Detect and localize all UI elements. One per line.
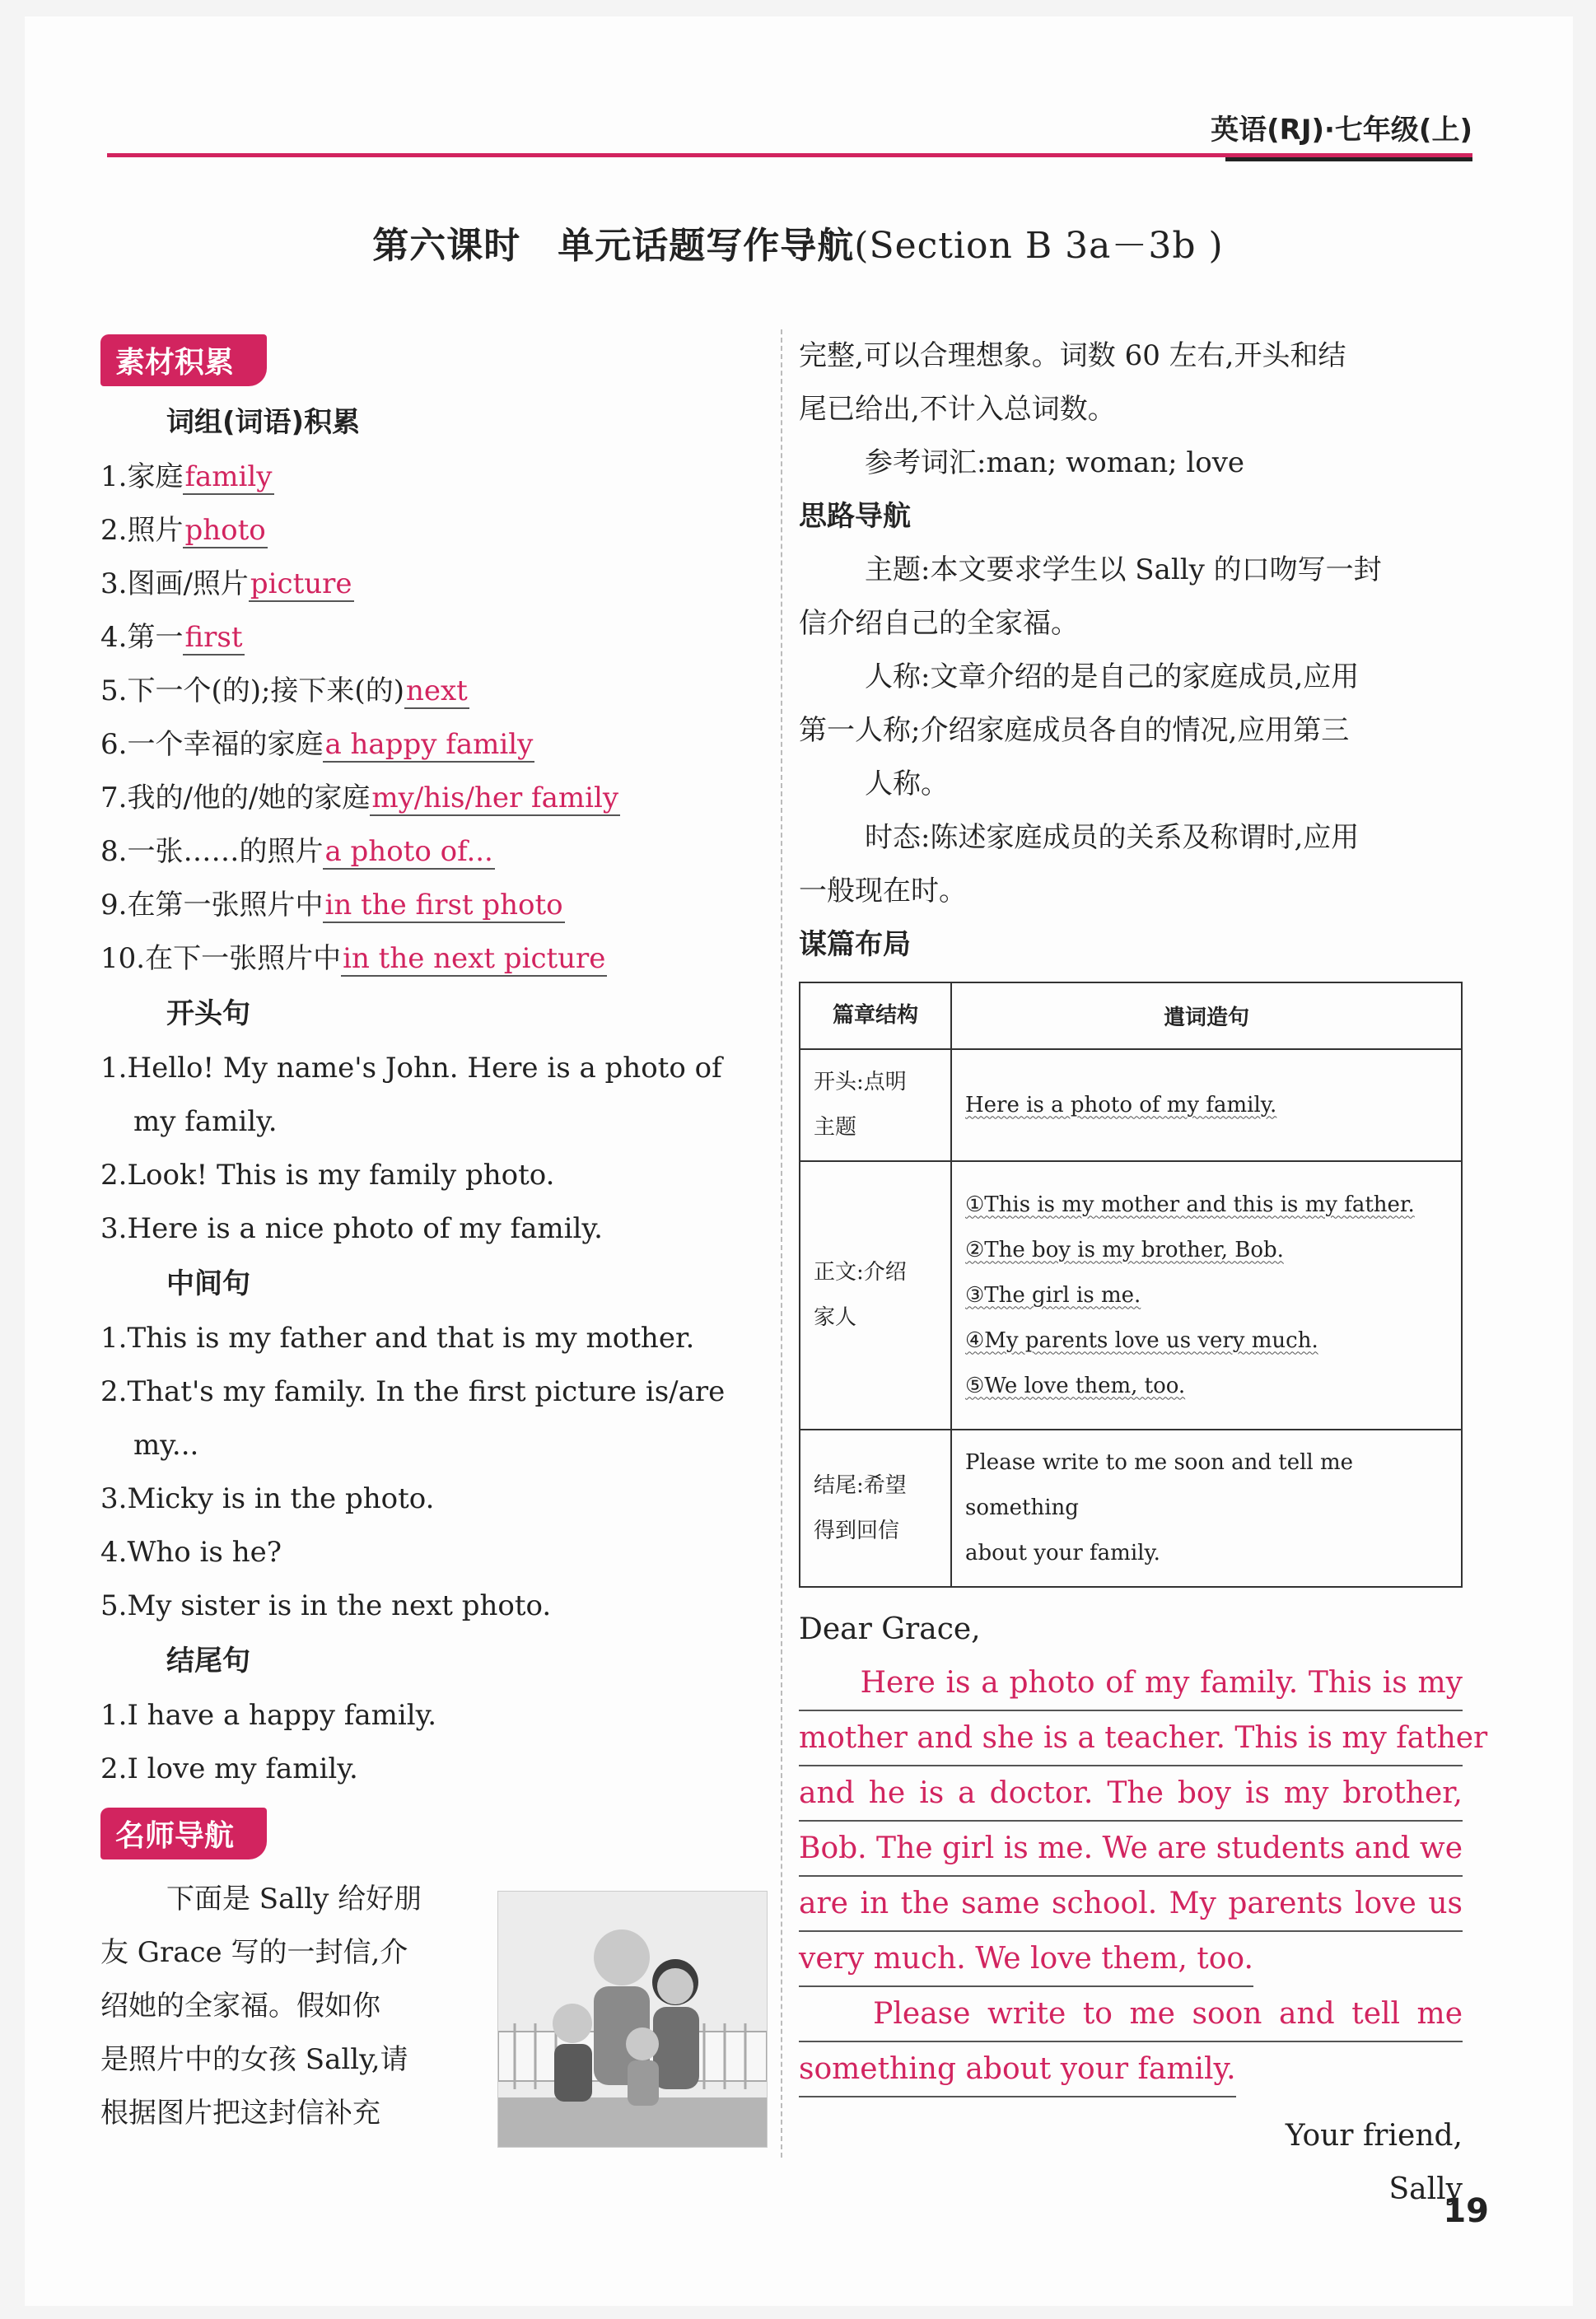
header-subject: 英语(RJ)·七年级(上) — [1211, 114, 1472, 147]
phrases-heading: 词组(词语)积累 — [166, 406, 361, 439]
middle-sentence: 3.Micky is in the photo. — [100, 1482, 435, 1515]
phrase-cn: 1.家庭 — [100, 460, 184, 493]
table-row — [800, 1430, 1462, 1587]
layout-heading: 谋篇布局 — [799, 928, 911, 961]
table-sentence: ③The girl is me. — [965, 1282, 1141, 1308]
letter-greeting: Dear Grace, — [799, 1612, 981, 1646]
phrase-cn: 10.在下一张照片中 — [100, 942, 342, 975]
opening-sentence: my family. — [133, 1105, 278, 1138]
phrase-cn: 5.下一个(的);接下来(的) — [100, 674, 404, 707]
opening-sentence: 3.Here is a nice photo of my family. — [100, 1212, 603, 1245]
phrase-cn: 2.照片 — [100, 514, 184, 547]
guide-heading: 思路导航 — [799, 500, 911, 533]
phrase-answer: in the first photo — [324, 889, 563, 922]
phrase-cn: 4.第一 — [100, 621, 184, 654]
opening-heading: 开头句 — [166, 997, 250, 1030]
table-cell-sentences — [951, 1430, 1462, 1587]
left-column — [100, 329, 768, 2140]
table-cell-part — [800, 1430, 951, 1587]
table-row — [800, 1161, 1462, 1430]
letter-signature: Sally — [1388, 2172, 1463, 2206]
part-label: 家人 — [814, 1305, 857, 1330]
phrase-item — [100, 879, 768, 932]
phrase-item — [100, 825, 768, 879]
phrase-item — [100, 450, 768, 504]
task-line: 下面是 Sally 给好朋 — [166, 1883, 422, 1915]
phrase-cn: 9.在第一张照片中 — [100, 889, 324, 922]
phrase-item — [100, 611, 768, 665]
middle-sentence: 1.This is my father and that is my mother. — [100, 1322, 695, 1355]
phrase-answer: a photo of... — [324, 835, 493, 868]
family-photo-illustration — [497, 1891, 768, 2148]
letter-line: are in the same school. My parents love us — [799, 1877, 1463, 1932]
phrase-answer: in the next picture — [343, 942, 606, 975]
table-sentence: ⑤We love them, too. — [965, 1373, 1186, 1398]
task-line: 尾已给出,不计入总词数。 — [799, 393, 1116, 426]
phrase-item — [100, 932, 768, 986]
letter-line: something about your family. — [799, 2042, 1236, 2097]
table-sentence: ②The boy is my brother, Bob. — [965, 1237, 1284, 1262]
part-label: 开头:点明 — [814, 1070, 907, 1094]
part-label: 结尾:希望 — [814, 1472, 907, 1498]
middle-sentence: 2.That's my family. In the first picture is/are — [100, 1375, 726, 1408]
table-head-sentences: 遣词造句 — [951, 982, 1462, 1049]
task-line: 是照片中的女孩 Sally,请 — [100, 2043, 408, 2076]
table-cell-part — [800, 1161, 951, 1430]
phrase-answer: family — [184, 460, 273, 493]
guide-line: 信介绍自己的全家福。 — [799, 607, 1079, 640]
structure-table — [799, 982, 1463, 1588]
teacher-guide-banner: 名师导航 — [100, 1808, 267, 1859]
table-sentence: about your family. — [965, 1541, 1160, 1565]
task-line: 根据图片把这封信补充 — [100, 2097, 380, 2130]
phrase-answer: first — [184, 621, 243, 654]
phrase-item — [100, 558, 768, 611]
part-label: 得到回信 — [814, 1518, 900, 1543]
phrase-item — [100, 718, 768, 772]
part-label: 主题 — [814, 1115, 857, 1140]
material-banner: 素材积累 — [100, 334, 267, 386]
phrase-item — [100, 504, 768, 558]
table-row — [800, 1049, 1462, 1161]
table-body — [800, 1049, 1462, 1587]
table-sentence: Here is a photo of my family. — [965, 1092, 1277, 1118]
page-number: 19 — [1443, 2192, 1489, 2230]
task-line: 完整,可以合理想象。词数 60 左右,开头和结 — [799, 339, 1346, 372]
middle-list — [100, 1312, 768, 1633]
middle-sentence: my... — [133, 1429, 199, 1462]
guide-line: 第一人称;介绍家庭成员各自的情况,应用第三 — [799, 714, 1350, 747]
column-divider — [781, 329, 782, 2158]
guide-text — [799, 544, 1463, 918]
opening-sentence: 2.Look! This is my family photo. — [100, 1159, 555, 1192]
task-line: 友 Grace 写的一封信,介 — [100, 1936, 408, 1969]
table-cell-sentences — [951, 1049, 1462, 1161]
letter-line: mother and she is a teacher. This is my father — [799, 1711, 1463, 1766]
guide-line: 时态:陈述家庭成员的关系及称谓时,应用 — [865, 821, 1360, 854]
guide-line: 主题:本文要求学生以 Sally 的口吻写一封 — [865, 553, 1382, 586]
phrase-item — [100, 665, 768, 718]
phrase-answer: photo — [184, 514, 266, 547]
ending-heading: 结尾句 — [166, 1645, 250, 1677]
table-cell-part — [800, 1049, 951, 1161]
phrase-cn: 8.一张……的照片 — [100, 835, 324, 868]
part-label: 正文:介绍 — [814, 1260, 907, 1285]
opening-sentence: 1.Hello! My name's John. Here is a photo of — [100, 1052, 722, 1085]
letter-line: Bob. The girl is me. We are students and we — [799, 1822, 1463, 1877]
ending-list — [100, 1689, 768, 1796]
task-text — [100, 1873, 488, 2140]
task-continuation — [799, 329, 1463, 436]
phrase-cn: 3.图画/照片 — [100, 567, 249, 600]
table-cell-sentences — [951, 1161, 1462, 1430]
header-rule — [107, 153, 1472, 157]
middle-sentence: 4.Who is he? — [100, 1536, 282, 1569]
phrase-list — [100, 450, 768, 986]
opening-list — [100, 1042, 768, 1256]
table-header-row — [800, 982, 1462, 1049]
letter-line: Please write to me soon and tell me — [799, 1987, 1463, 2042]
ending-sentence: 2.I love my family. — [100, 1752, 358, 1785]
family-illustration-svg — [498, 1892, 767, 2147]
phrase-item — [100, 772, 768, 825]
phrase-cn: 7.我的/他的/她的家庭 — [100, 782, 371, 814]
title-cn: 第六课时 单元话题写作导航 — [372, 225, 855, 267]
middle-heading: 中间句 — [166, 1267, 250, 1300]
task-line: 绍她的全家福。假如你 — [100, 1990, 380, 2023]
letter-closing: Your friend, — [1285, 2119, 1463, 2153]
reference-words: 参考词汇:man; woman; love — [865, 446, 1245, 479]
letter-body — [799, 1656, 1488, 2097]
phrase-answer: next — [405, 674, 468, 707]
letter-line: very much. We love them, too. — [799, 1932, 1253, 1987]
table-sentence: ①This is my mother and this is my father. — [965, 1192, 1415, 1217]
phrase-answer: a happy family — [324, 728, 534, 761]
guide-line: 人称。 — [865, 768, 949, 800]
lesson-title — [0, 216, 1596, 268]
phrase-answer: picture — [250, 567, 352, 600]
letter-line: Here is a photo of my family. This is my — [799, 1656, 1463, 1711]
guide-line: 一般现在时。 — [799, 875, 967, 908]
table-sentence: ④My parents love us very much. — [965, 1327, 1318, 1353]
table-sentence: Please write to me soon and tell me something — [965, 1450, 1354, 1520]
title-en: (Section B 3a－3b ) — [854, 225, 1224, 267]
letter-line: and he is a doctor. The boy is my brother, — [799, 1766, 1463, 1822]
table-head-structure: 篇章结构 — [800, 982, 951, 1049]
guide-line: 人称:文章介绍的是自己的家庭成员,应用 — [865, 660, 1360, 693]
middle-sentence: 5.My sister is in the next photo. — [100, 1589, 552, 1622]
phrase-cn: 6.一个幸福的家庭 — [100, 728, 324, 761]
phrase-answer: my/his/her family — [371, 782, 619, 814]
ending-sentence: 1.I have a happy family. — [100, 1699, 437, 1732]
